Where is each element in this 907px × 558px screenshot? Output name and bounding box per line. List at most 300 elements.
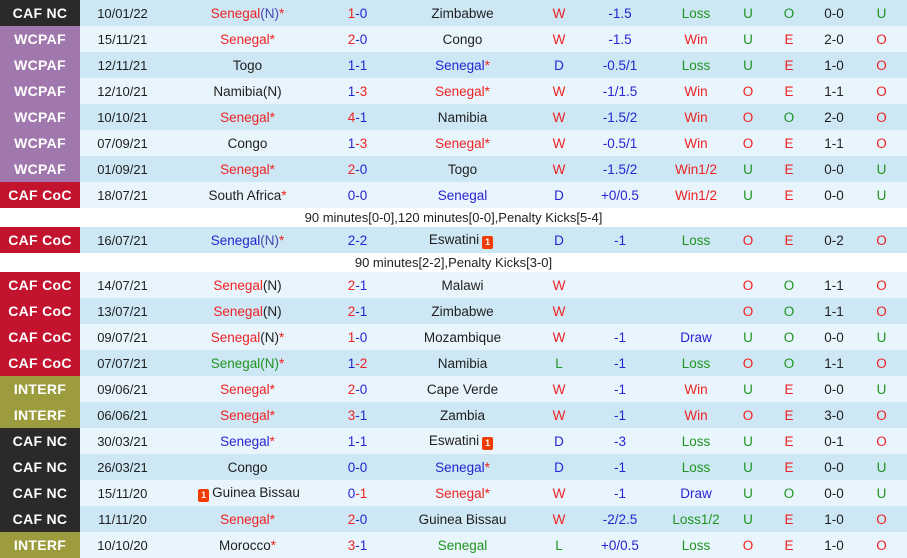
text-segment: 4 xyxy=(347,109,356,125)
ht-score-cell: 1-1 xyxy=(824,355,844,371)
ht-score-cell: 1-1 xyxy=(824,83,844,99)
text-segment: O xyxy=(783,5,795,21)
text-segment: Senegal xyxy=(220,407,270,423)
text-segment: O xyxy=(876,303,887,319)
text-segment: U xyxy=(876,187,887,203)
text-segment: -1 xyxy=(355,407,368,423)
text-segment: D xyxy=(554,57,564,73)
text-segment: Eswatini xyxy=(428,231,480,247)
text-segment: Senegal xyxy=(435,83,485,99)
odd-even-cell xyxy=(766,110,812,125)
red-card-icon: 1 xyxy=(482,236,493,249)
text-segment: U xyxy=(743,187,753,203)
date-cell: 06/06/21 xyxy=(97,407,148,423)
ou-ht-cell xyxy=(856,188,907,203)
home-team-cell xyxy=(165,538,330,553)
match-row[interactable] xyxy=(0,480,907,506)
winloss-cell xyxy=(662,58,730,73)
match-row[interactable] xyxy=(0,130,907,156)
text-segment: * xyxy=(269,407,275,423)
text-segment: O xyxy=(876,355,887,371)
date-cell: 12/10/21 xyxy=(97,83,148,99)
text-segment: W xyxy=(552,329,566,345)
text-segment: D xyxy=(554,232,564,248)
text-segment: U xyxy=(743,5,753,21)
text-segment: Mozambique xyxy=(423,329,502,345)
text-segment: U xyxy=(876,329,887,345)
handicap-cell: -1 xyxy=(613,381,626,397)
text-segment: O xyxy=(783,329,795,345)
text-segment: * xyxy=(279,355,285,371)
match-row[interactable] xyxy=(0,227,907,253)
ht-score-cell: 1-0 xyxy=(824,511,844,527)
text-segment: W xyxy=(552,303,566,319)
competition-badge: WCPAF xyxy=(0,78,80,104)
home-team-cell xyxy=(165,434,330,449)
text-segment: Loss xyxy=(681,5,711,21)
text-segment: Guinea Bissau xyxy=(212,484,300,500)
away-team-cell xyxy=(385,304,540,319)
match-row[interactable] xyxy=(0,376,907,402)
odd-even-cell xyxy=(766,356,812,371)
winloss-cell xyxy=(662,434,730,449)
text-segment: Loss xyxy=(681,537,711,553)
ou-ht-cell xyxy=(856,434,907,449)
text-segment: O xyxy=(876,135,887,151)
text-segment: * xyxy=(269,31,275,47)
text-segment: O xyxy=(876,57,887,73)
ht-score-cell: 0-0 xyxy=(824,459,844,475)
competition-badge: CAF CoC xyxy=(0,350,80,376)
text-segment: O xyxy=(876,83,887,99)
text-segment: D xyxy=(554,187,564,203)
ou-ft-cell xyxy=(730,233,766,248)
handicap-cell: -1 xyxy=(613,459,626,475)
text-segment: Senegal xyxy=(435,459,485,475)
ou-ht-cell xyxy=(856,136,907,151)
text-segment: 1 xyxy=(347,329,356,345)
text-segment: 1 xyxy=(347,355,356,371)
ou-ft-cell xyxy=(730,6,766,21)
text-segment: 2 xyxy=(347,303,356,319)
winloss-cell xyxy=(662,408,730,423)
text-segment: 2 xyxy=(347,232,356,248)
match-row[interactable] xyxy=(0,104,907,130)
text-segment: Loss xyxy=(681,355,711,371)
handicap-cell: -0.5/1 xyxy=(602,57,638,73)
text-segment: W xyxy=(552,31,566,47)
home-team-cell xyxy=(165,233,330,248)
handicap-cell: -1 xyxy=(613,329,626,345)
ou-ft-cell xyxy=(730,330,766,345)
winloss-cell xyxy=(662,136,730,151)
winloss-cell xyxy=(662,162,730,177)
text-segment: Congo xyxy=(227,459,268,475)
score-cell xyxy=(330,110,385,125)
text-segment: -0 xyxy=(355,381,368,397)
text-segment: D xyxy=(554,459,564,475)
text-segment: W xyxy=(552,109,566,125)
text-segment: -0 xyxy=(355,161,368,177)
handicap-cell: -1.5 xyxy=(608,31,632,47)
score-cell xyxy=(330,330,385,345)
home-team-cell xyxy=(165,485,330,502)
date-cell: 10/10/21 xyxy=(97,109,148,125)
text-segment: O xyxy=(742,537,754,553)
competition-badge: WCPAF xyxy=(0,156,80,182)
text-segment: -0 xyxy=(355,187,368,203)
text-segment: Senegal xyxy=(220,433,270,449)
text-segment: E xyxy=(784,161,794,177)
text-segment: U xyxy=(743,381,753,397)
match-row[interactable] xyxy=(0,506,907,532)
odd-even-cell xyxy=(766,6,812,21)
text-segment: L xyxy=(555,355,563,371)
ht-score-cell: 0-0 xyxy=(824,485,844,501)
ou-ft-cell xyxy=(730,58,766,73)
date-cell: 07/07/21 xyxy=(97,355,148,371)
match-row[interactable] xyxy=(0,324,907,350)
competition-badge: WCPAF xyxy=(0,52,80,78)
ou-ft-cell xyxy=(730,162,766,177)
home-team-cell xyxy=(165,58,330,73)
home-team-cell xyxy=(165,356,330,371)
winloss-cell xyxy=(662,110,730,125)
odd-even-cell xyxy=(766,408,812,423)
text-segment: U xyxy=(743,433,753,449)
text-segment: -1 xyxy=(355,433,368,449)
text-segment: Namibia(N) xyxy=(213,83,282,99)
ht-score-cell: 0-0 xyxy=(824,161,844,177)
ou-ht-cell xyxy=(856,162,907,177)
text-segment: D xyxy=(554,433,564,449)
text-segment: * xyxy=(270,537,277,553)
ou-ft-cell xyxy=(730,304,766,319)
text-segment: * xyxy=(279,329,285,345)
text-segment: O xyxy=(876,232,887,248)
ht-score-cell: 1-1 xyxy=(824,277,844,293)
date-cell: 15/11/21 xyxy=(97,31,148,47)
text-segment: O xyxy=(876,277,887,293)
text-segment: Namibia xyxy=(437,109,488,125)
odd-even-cell xyxy=(766,84,812,99)
result-cell xyxy=(540,188,578,203)
ou-ht-cell xyxy=(856,330,907,345)
text-segment: Malawi xyxy=(441,277,484,293)
date-cell: 09/07/21 xyxy=(97,329,148,345)
ht-score-cell: 3-0 xyxy=(824,407,844,423)
extra-time-note: 90 minutes[0-0],120 minutes[0-0],Penalty Kicks[5-4] xyxy=(0,208,907,227)
text-segment: U xyxy=(876,459,887,475)
text-segment: Togo xyxy=(447,161,478,177)
match-row[interactable] xyxy=(0,350,907,376)
competition-badge: CAF CoC xyxy=(0,227,80,253)
ou-ft-cell xyxy=(730,136,766,151)
ht-score-cell: 0-2 xyxy=(824,232,844,248)
handicap-cell: -0.5/1 xyxy=(602,135,638,151)
ou-ft-cell xyxy=(730,32,766,47)
text-segment: -0 xyxy=(355,329,368,345)
text-segment: U xyxy=(743,57,753,73)
text-segment: O xyxy=(783,355,795,371)
red-card-icon: 1 xyxy=(482,437,493,450)
text-segment: -3 xyxy=(355,135,368,151)
text-segment: E xyxy=(784,381,794,397)
text-segment: 2 xyxy=(347,277,356,293)
score-cell xyxy=(330,188,385,203)
text-segment: Loss1/2 xyxy=(672,511,720,527)
away-team-cell xyxy=(385,162,540,177)
score-cell xyxy=(330,58,385,73)
ht-score-cell: 0-0 xyxy=(824,187,844,203)
text-segment: -0 xyxy=(355,31,368,47)
home-team-cell xyxy=(165,188,330,203)
text-segment: 2 xyxy=(347,381,356,397)
text-segment: * xyxy=(279,5,285,21)
text-segment: Win xyxy=(684,31,708,47)
text-segment: E xyxy=(784,187,794,203)
score-cell xyxy=(330,460,385,475)
text-segment: U xyxy=(743,485,753,501)
result-cell xyxy=(540,434,578,449)
winloss-cell xyxy=(662,233,730,248)
ou-ft-cell xyxy=(730,188,766,203)
text-segment: O xyxy=(742,407,754,423)
text-segment: O xyxy=(742,277,754,293)
match-row[interactable] xyxy=(0,402,907,428)
text-segment: W xyxy=(552,83,566,99)
result-cell xyxy=(540,32,578,47)
text-segment: Namibia xyxy=(437,355,488,371)
text-segment: 0 xyxy=(347,187,356,203)
handicap-cell: -1/1.5 xyxy=(602,83,638,99)
ou-ht-cell xyxy=(856,538,907,553)
handicap-cell: -2/2.5 xyxy=(602,511,638,527)
score-cell xyxy=(330,304,385,319)
text-segment: O xyxy=(876,511,887,527)
competition-badge: CAF NC xyxy=(0,506,80,532)
odd-even-cell xyxy=(766,304,812,319)
home-team-cell xyxy=(165,330,330,345)
away-team-cell xyxy=(385,538,540,553)
text-segment: * xyxy=(269,381,275,397)
text-segment: 1 xyxy=(347,5,356,21)
match-row[interactable] xyxy=(0,52,907,78)
ou-ht-cell xyxy=(856,408,907,423)
text-segment: Senegal xyxy=(437,187,488,203)
away-team-cell xyxy=(385,512,540,527)
winloss-cell xyxy=(662,188,730,203)
text-segment: Zimbabwe xyxy=(431,303,494,319)
text-segment: -2 xyxy=(355,232,368,248)
text-segment: E xyxy=(784,135,794,151)
match-row[interactable] xyxy=(0,26,907,52)
text-segment: * xyxy=(269,109,275,125)
text-segment: -1 xyxy=(355,485,368,501)
home-team-cell xyxy=(165,408,330,423)
ou-ft-cell xyxy=(730,512,766,527)
text-segment: 1 xyxy=(347,57,356,73)
date-cell: 16/07/21 xyxy=(97,232,148,248)
text-segment: Win1/2 xyxy=(674,161,718,177)
ou-ht-cell xyxy=(856,84,907,99)
home-team-cell xyxy=(165,32,330,47)
text-segment: -1 xyxy=(355,537,368,553)
match-row[interactable] xyxy=(0,454,907,480)
home-team-cell xyxy=(165,84,330,99)
text-segment: Zimbabwe xyxy=(431,5,494,21)
text-segment: O xyxy=(783,109,795,125)
text-segment: -0 xyxy=(355,5,368,21)
odd-even-cell xyxy=(766,330,812,345)
text-segment: * xyxy=(484,83,490,99)
text-segment: O xyxy=(783,485,795,501)
match-row[interactable] xyxy=(0,428,907,454)
ht-score-cell: 0-0 xyxy=(824,381,844,397)
score-cell xyxy=(330,538,385,553)
match-row[interactable] xyxy=(0,298,907,324)
text-segment: Cape Verde xyxy=(426,381,499,397)
text-segment: O xyxy=(742,232,754,248)
ht-score-cell: 1-1 xyxy=(824,135,844,151)
date-cell: 13/07/21 xyxy=(97,303,148,319)
handicap-cell: -1 xyxy=(613,485,626,501)
date-cell: 11/11/20 xyxy=(98,511,147,527)
result-cell xyxy=(540,233,578,248)
ht-score-cell: 0-1 xyxy=(824,433,844,449)
handicap-cell: -1 xyxy=(613,355,626,371)
ou-ft-cell xyxy=(730,486,766,501)
away-team-cell xyxy=(385,32,540,47)
ou-ft-cell xyxy=(730,84,766,99)
text-segment: O xyxy=(742,83,754,99)
ou-ht-cell xyxy=(856,58,907,73)
text-segment: * xyxy=(281,187,287,203)
score-cell xyxy=(330,84,385,99)
match-row[interactable] xyxy=(0,532,907,558)
result-cell xyxy=(540,408,578,423)
match-row[interactable] xyxy=(0,272,907,298)
text-segment: Senegal xyxy=(213,303,263,319)
text-segment: -0 xyxy=(355,511,368,527)
match-row[interactable] xyxy=(0,182,907,208)
odd-even-cell xyxy=(766,162,812,177)
text-segment: O xyxy=(742,135,754,151)
competition-badge: CAF NC xyxy=(0,428,80,454)
text-segment: Win xyxy=(684,407,708,423)
text-segment: O xyxy=(742,109,754,125)
text-segment: E xyxy=(784,511,794,527)
text-segment: U xyxy=(876,161,887,177)
handicap-cell: -1 xyxy=(613,407,626,423)
text-segment: Senegal xyxy=(435,485,485,501)
score-cell xyxy=(330,162,385,177)
result-cell xyxy=(540,6,578,21)
text-segment: Morocco xyxy=(218,537,271,553)
away-team-cell xyxy=(385,460,540,475)
ou-ht-cell xyxy=(856,356,907,371)
match-row[interactable] xyxy=(0,78,907,104)
odd-even-cell xyxy=(766,32,812,47)
ou-ht-cell xyxy=(856,304,907,319)
result-cell xyxy=(540,460,578,475)
text-segment: Draw xyxy=(680,485,712,501)
result-cell xyxy=(540,356,578,371)
home-team-cell xyxy=(165,136,330,151)
away-team-cell xyxy=(385,356,540,371)
ht-score-cell: 1-1 xyxy=(824,303,844,319)
text-segment: -1 xyxy=(355,109,368,125)
text-segment: L xyxy=(555,537,563,553)
text-segment: Senegal xyxy=(210,5,261,21)
score-cell xyxy=(330,136,385,151)
text-segment: 1 xyxy=(347,433,356,449)
handicap-cell: -1.5 xyxy=(608,5,632,21)
text-segment: Senegal xyxy=(210,355,261,371)
ou-ft-cell xyxy=(730,382,766,397)
text-segment: W xyxy=(552,135,566,151)
competition-badge: CAF CoC xyxy=(0,298,80,324)
match-row[interactable] xyxy=(0,0,907,26)
odd-even-cell xyxy=(766,188,812,203)
result-cell xyxy=(540,330,578,345)
winloss-cell xyxy=(662,6,730,21)
score-cell xyxy=(330,512,385,527)
score-cell xyxy=(330,408,385,423)
text-segment: Senegal xyxy=(210,232,261,248)
text-segment: 0 xyxy=(347,459,356,475)
date-cell: 18/07/21 xyxy=(97,187,148,203)
text-segment: Loss xyxy=(681,433,711,449)
winloss-cell xyxy=(662,32,730,47)
text-segment: * xyxy=(484,57,490,73)
text-segment: O xyxy=(876,433,887,449)
text-segment: (N) xyxy=(262,303,282,319)
odd-even-cell xyxy=(766,136,812,151)
text-segment: U xyxy=(743,511,753,527)
ou-ht-cell xyxy=(856,233,907,248)
text-segment: 2 xyxy=(347,161,356,177)
handicap-cell: +0/0.5 xyxy=(601,187,639,203)
text-segment: * xyxy=(484,459,490,475)
text-segment: Congo xyxy=(442,31,483,47)
result-cell xyxy=(540,136,578,151)
text-segment: Senegal xyxy=(220,31,270,47)
text-segment: U xyxy=(743,161,753,177)
text-segment: Senegal xyxy=(220,109,270,125)
match-row[interactable] xyxy=(0,156,907,182)
text-segment: -1 xyxy=(355,277,368,293)
competition-badge: INTERF xyxy=(0,532,80,558)
text-segment: Congo xyxy=(227,135,268,151)
text-segment: O xyxy=(742,303,754,319)
text-segment: 3 xyxy=(347,407,356,423)
text-segment: Senegal xyxy=(220,161,270,177)
odd-even-cell xyxy=(766,233,812,248)
text-segment: * xyxy=(484,135,490,151)
ou-ht-cell xyxy=(856,32,907,47)
competition-badge: WCPAF xyxy=(0,104,80,130)
odd-even-cell xyxy=(766,382,812,397)
text-segment: W xyxy=(552,407,566,423)
ht-score-cell: 0-0 xyxy=(824,329,844,345)
text-segment: 1 xyxy=(347,83,356,99)
text-segment: -1 xyxy=(355,57,368,73)
result-cell xyxy=(540,162,578,177)
text-segment: -0 xyxy=(355,459,368,475)
winloss-cell xyxy=(662,330,730,345)
text-segment: W xyxy=(552,277,566,293)
